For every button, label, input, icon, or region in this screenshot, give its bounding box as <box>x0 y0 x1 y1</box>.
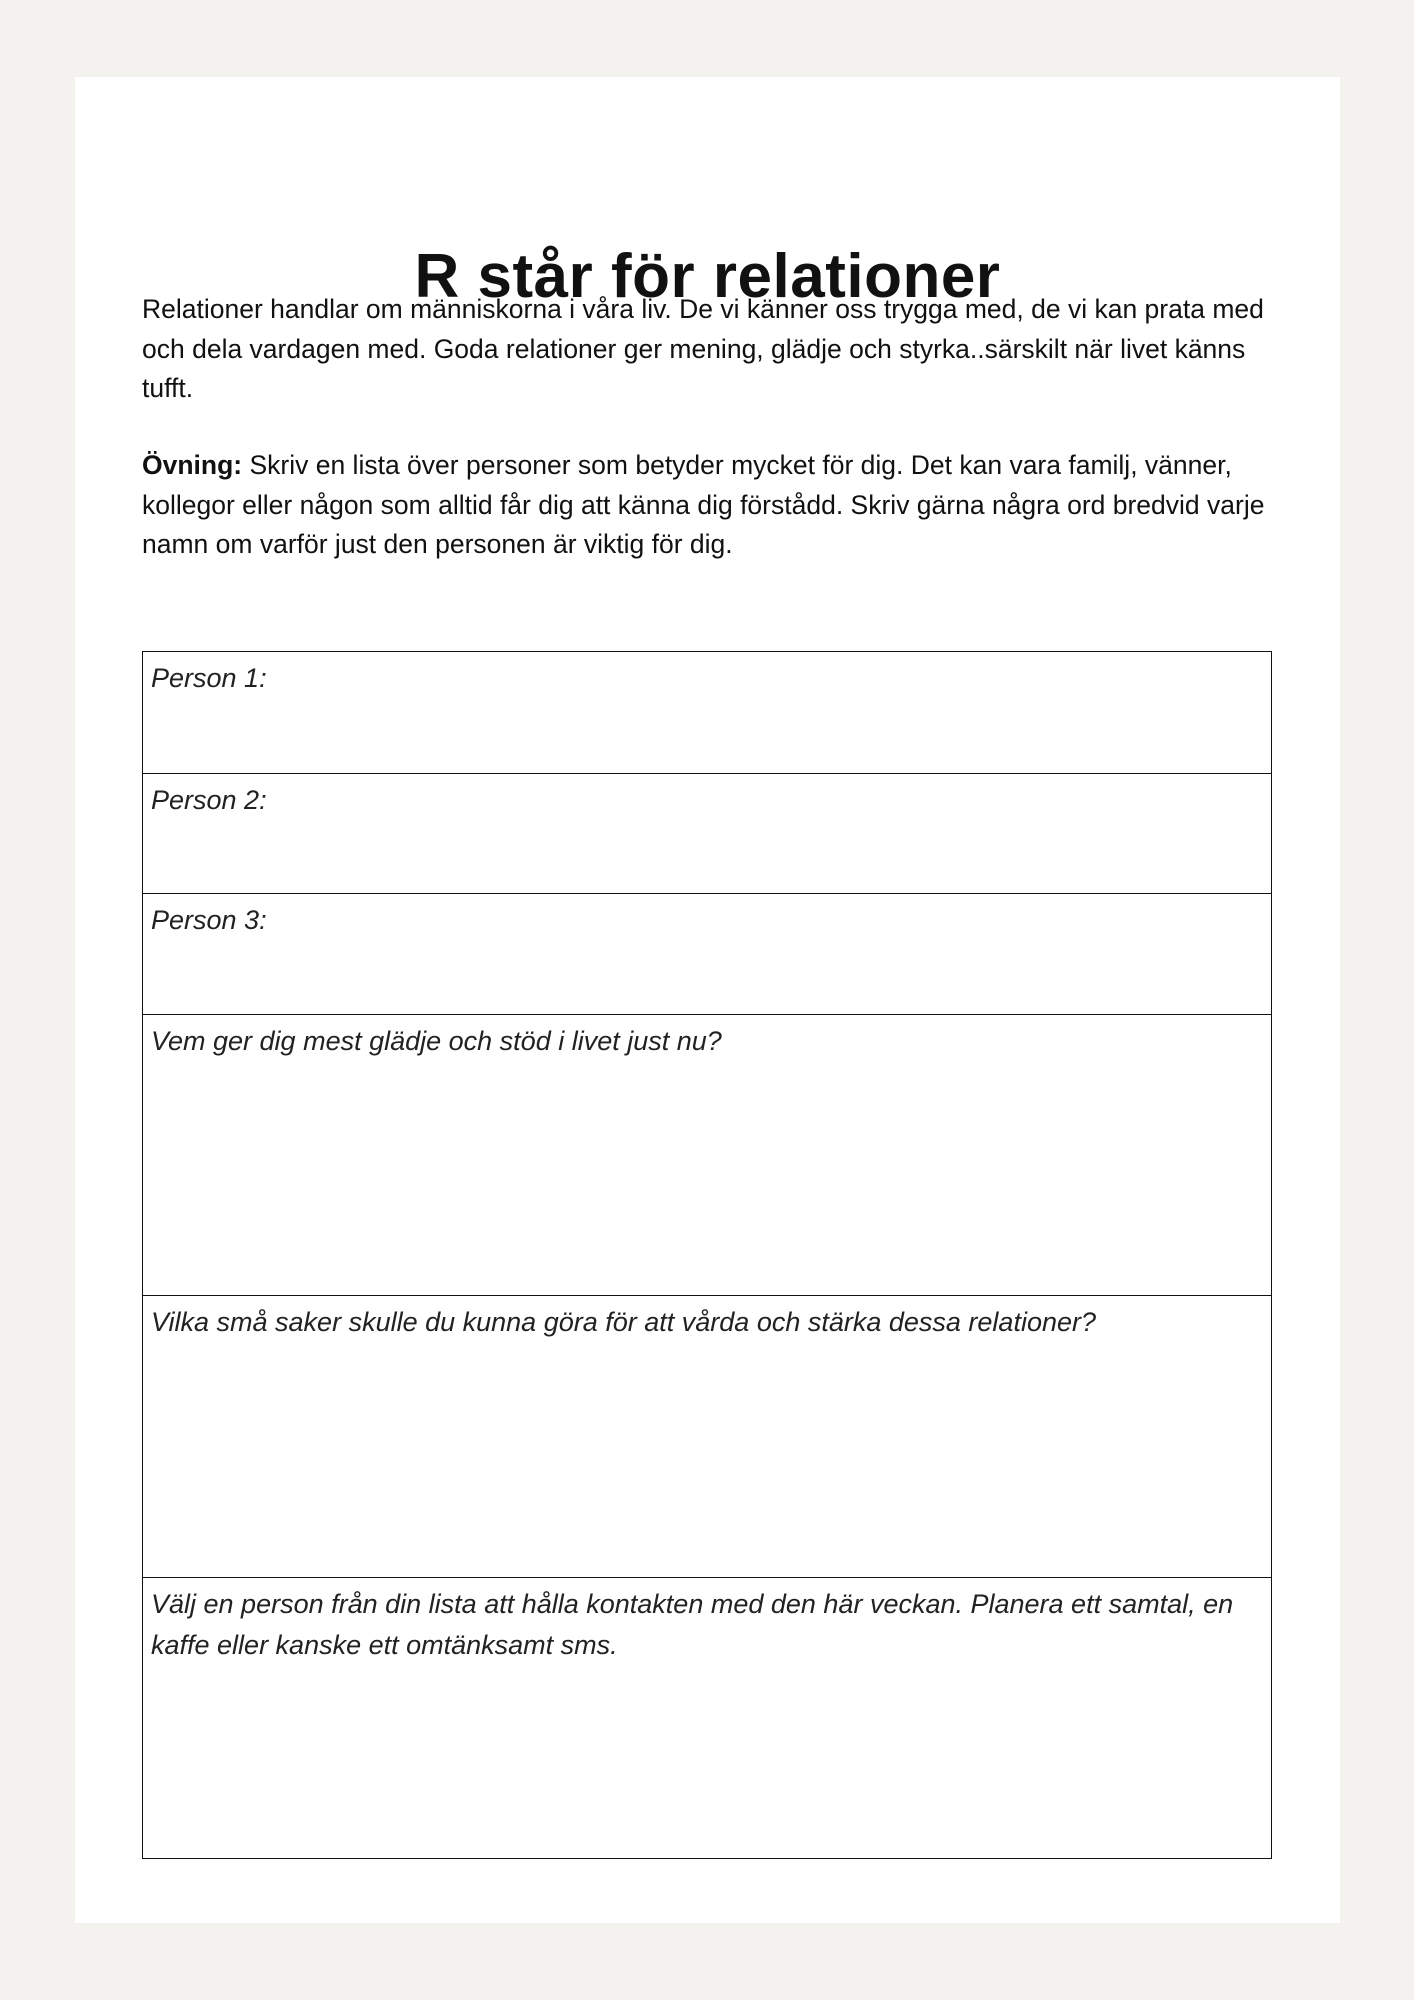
field-label: Vem ger dig mest glädje och stöd i livet just nu? <box>151 1025 722 1056</box>
answer-field-person-1[interactable] <box>143 652 1271 773</box>
answer-field-person-2[interactable] <box>143 773 1271 894</box>
field-label: Person 2: <box>151 784 267 815</box>
answer-field-contact-plan[interactable] <box>143 1577 1271 1859</box>
answer-field-strengthen[interactable] <box>143 1295 1271 1577</box>
answer-field-person-3[interactable] <box>143 893 1271 1014</box>
field-label: Person 3: <box>151 905 267 935</box>
answer-field-joy-support[interactable] <box>143 1014 1271 1296</box>
field-label: Vilka små saker skulle du kunna göra för att vårda och stärka dessa relationer? <box>151 1307 1096 1337</box>
answer-table <box>142 651 1272 1859</box>
page-title: R står för relationer <box>414 242 1001 311</box>
exercise-paragraph <box>142 446 1292 565</box>
exercise-text: Skriv en lista över personer som betyder mycket för dig. Det kan vara familj, vänner, kollegor eller någon som alltid får dig att känna dig förstådd. Skriv gärna några ord bredvid varje namn om varför just den personen är viktig för dig. <box>142 450 1265 559</box>
field-label: Välj en person från din lista att hålla kontakten med den här veckan. Planera ett samtal, en kaffe eller kanske ett omtänksamt sms. <box>151 1588 1234 1660</box>
intro-paragraph: Relationer handlar om människorna i våra liv. De vi känner oss trygga med, de vi kan prata med och dela vardagen med. Goda relationer ger mening, glädje och styrka..särskilt när livet känns tufft. <box>142 294 1264 403</box>
exercise-label: Övning: <box>142 450 243 480</box>
worksheet-page <box>75 77 1340 1923</box>
field-label: Person 1: <box>151 663 267 693</box>
